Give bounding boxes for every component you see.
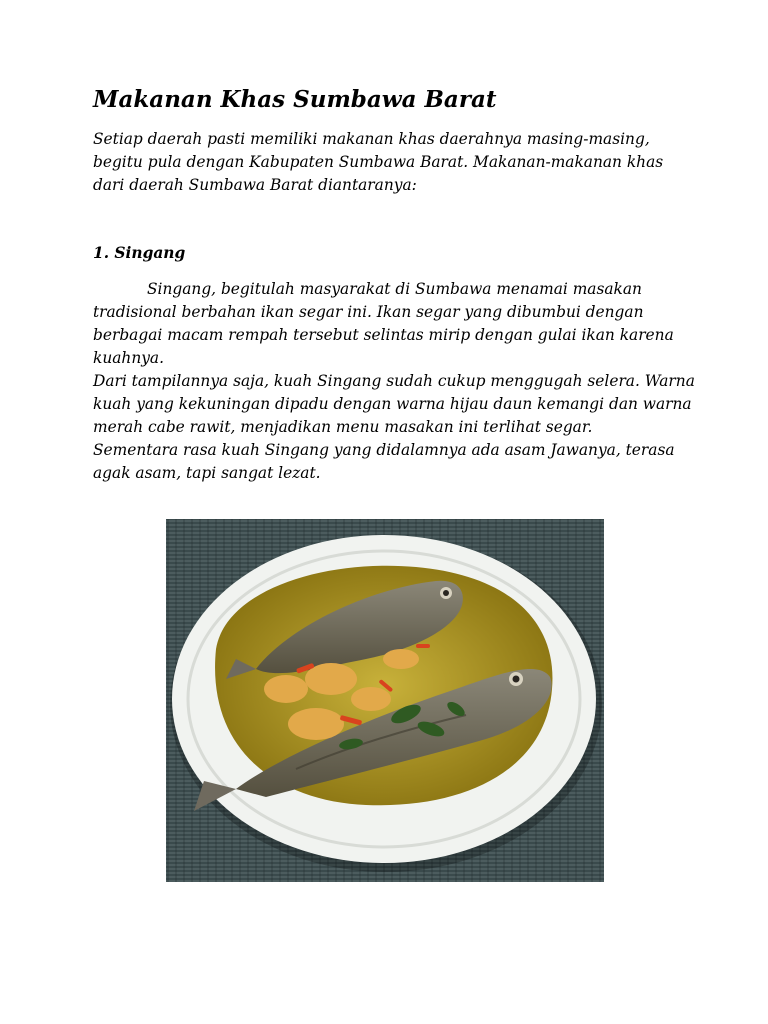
section-body [93, 278, 703, 485]
body-line: merah cabe rawit, menjadikan menu masakan ini terlihat segar. [93, 418, 593, 436]
intro-line: dari daerah Sumbawa Barat diantaranya: [93, 176, 417, 194]
dish-illustration [166, 519, 604, 882]
body-line: Sementara rasa kuah Singang yang didalamnya ada asam Jawanya, terasa [93, 441, 675, 459]
section-heading: 1. Singang [93, 244, 186, 262]
intro-line: begitu pula dengan Kabupaten Sumbawa Barat. Makanan-makanan khas [93, 153, 664, 171]
intro-line: Setiap daerah pasti memiliki makanan khas daerahnya masing-masing, [93, 130, 650, 148]
body-line: kuah yang kekuningan dipadu dengan warna hijau daun kemangi dan warna [93, 395, 692, 413]
singang-dish-photo [166, 519, 604, 882]
body-line: berbagai macam rempah tersebut selintas mirip dengan gulai ikan karena [93, 326, 674, 344]
body-line: agak asam, tapi sangat lezat. [93, 464, 321, 482]
page-title: Makanan Khas Sumbawa Barat [93, 86, 497, 113]
intro-paragraph [93, 128, 693, 197]
body-line: Dari tampilannya saja, kuah Singang sudah cukup menggugah selera. Warna [93, 372, 695, 390]
body-line: kuahnya. [93, 349, 165, 367]
body-line: Singang, begitulah masyarakat di Sumbawa menamai masakan [147, 280, 642, 298]
body-line: tradisional berbahan ikan segar ini. Ikan segar yang dibumbui dengan [93, 303, 644, 321]
